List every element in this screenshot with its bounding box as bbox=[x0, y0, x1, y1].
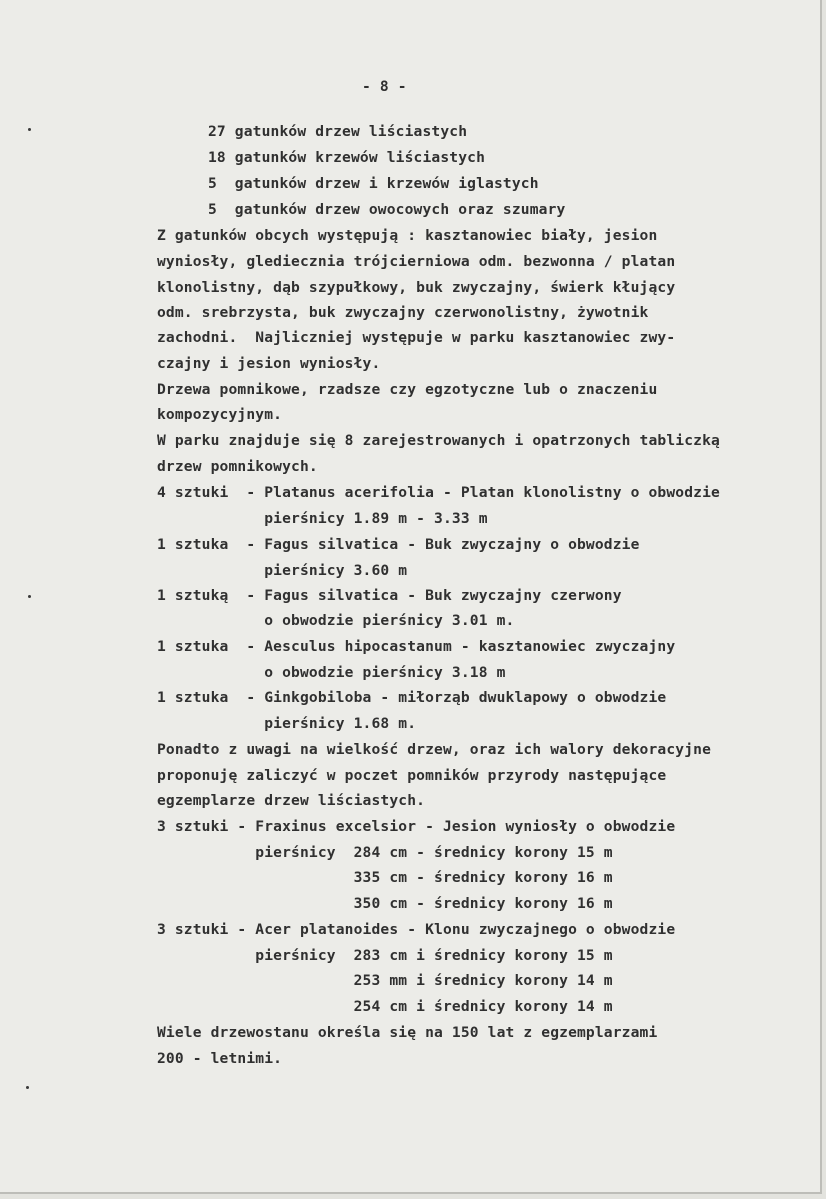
text-line: 1 sztuka - Ginkgobiloba - miłorząb dwuklapowy o obwodzie bbox=[157, 689, 667, 706]
text-line: proponuję zaliczyć w poczet pomników przyrody następujące bbox=[157, 767, 667, 784]
text-line: 5 gatunków drzew owocowych oraz szumary bbox=[208, 201, 566, 218]
punch-mark bbox=[28, 595, 31, 598]
text-line: 200 - letnimi. bbox=[157, 1050, 283, 1067]
text-line: o obwodzie pierśnicy 3.01 m. bbox=[157, 612, 515, 629]
text-line: 253 mm i średnicy korony 14 m bbox=[157, 972, 613, 989]
text-line: o obwodzie pierśnicy 3.18 m bbox=[157, 664, 506, 681]
text-line: kompozycyjnym. bbox=[157, 406, 283, 423]
text-line: wyniosły, glediecznia trójcierniowa odm. bezwonna / platan bbox=[157, 253, 676, 270]
text-line: 5 gatunków drzew i krzewów iglastych bbox=[208, 175, 539, 192]
text-line: pierśnicy 1.89 m - 3.33 m bbox=[157, 510, 488, 527]
text-line: Drzewa pomnikowe, rzadsze czy egzotyczne lub o znaczeniu bbox=[157, 381, 658, 398]
text-line: czajny i jesion wyniosły. bbox=[157, 355, 381, 372]
text-line: 27 gatunków drzew liściastych bbox=[208, 123, 468, 140]
punch-mark bbox=[28, 128, 31, 131]
text-line: 1 sztuka - Aesculus hipocastanum - kasztanowiec zwyczajny bbox=[157, 638, 676, 655]
text-line: odm. srebrzysta, buk zwyczajny czerwonolistny, żywotnik bbox=[157, 304, 649, 321]
text-line: 3 sztuki - Acer platanoides - Klonu zwyczajnego o obwodzie bbox=[157, 921, 676, 938]
text-line: 350 cm - średnicy korony 16 m bbox=[157, 895, 613, 912]
text-line: 18 gatunków krzewów liściastych bbox=[208, 149, 486, 166]
text-line: pierśnicy 283 cm i średnicy korony 15 m bbox=[157, 947, 613, 964]
text-line: 1 sztuka - Fagus silvatica - Buk zwyczajny o obwodzie bbox=[157, 536, 640, 553]
page-number: - 8 - bbox=[362, 78, 407, 95]
text-line: 1 sztuką - Fagus silvatica - Buk zwyczajny czerwony bbox=[157, 587, 622, 604]
text-line: drzew pomnikowych. bbox=[157, 458, 318, 475]
text-line: Z gatunków obcych występują : kasztanowiec biały, jesion bbox=[157, 227, 658, 244]
text-line: 254 cm i średnicy korony 14 m bbox=[157, 998, 613, 1015]
text-line: 4 sztuki - Platanus acerifolia - Platan klonolistny o obwodzie bbox=[157, 484, 720, 501]
text-line: Wiele drzewostanu określa się na 150 lat z egzemplarzami bbox=[157, 1024, 658, 1041]
text-line: pierśnicy 284 cm - średnicy korony 15 m bbox=[157, 844, 613, 861]
text-line: 3 sztuki - Fraxinus excelsior - Jesion wyniosły o obwodzie bbox=[157, 818, 676, 835]
text-line: Ponadto z uwagi na wielkość drzew, oraz ich walory dekoracyjne bbox=[157, 741, 712, 758]
text-line: egzemplarze drzew liściastych. bbox=[157, 792, 426, 809]
text-line: pierśnicy 3.60 m bbox=[157, 562, 408, 579]
text-line: pierśnicy 1.68 m. bbox=[157, 715, 417, 732]
text-line: 335 cm - średnicy korony 16 m bbox=[157, 869, 613, 886]
text-line: W parku znajduje się 8 zarejestrowanych i opatrzonych tabliczką bbox=[157, 432, 720, 449]
text-line: klonolistny, dąb szypułkowy, buk zwyczajny, świerk kłujący bbox=[157, 279, 676, 296]
punch-mark bbox=[26, 1086, 29, 1089]
text-line: zachodni. Najliczniej występuje w parku kasztanowiec zwy- bbox=[157, 329, 676, 346]
